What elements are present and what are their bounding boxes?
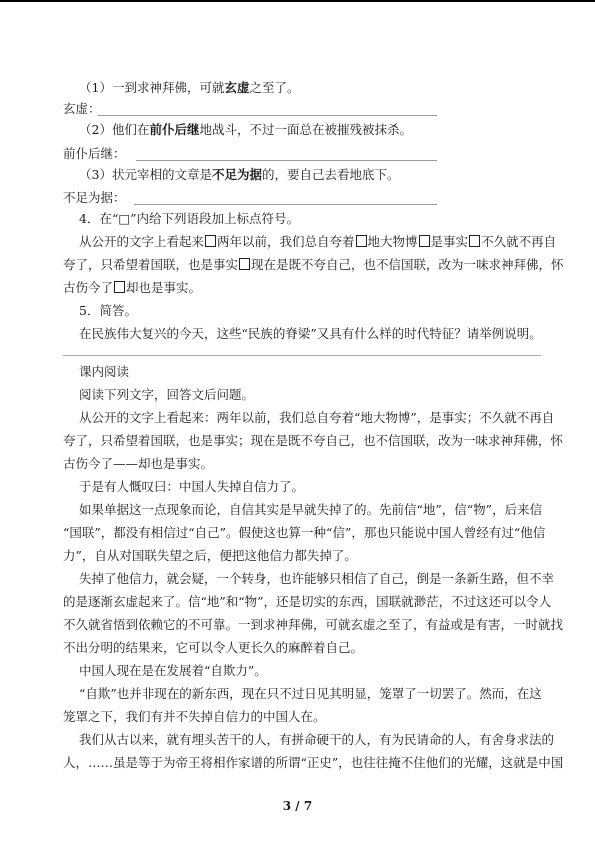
answer-blank-3[interactable] bbox=[134, 203, 437, 205]
reading-line: 如果单据这一点现象而论，自信其实是早就失掉了的。先前信“地”，信“物”，后来信 bbox=[79, 502, 543, 517]
reading-line: 失掉了他信力，就会疑，一个转身，也许能够只相信了自己，倒是一条新生路，但不幸 bbox=[79, 571, 555, 586]
answer-blank-2[interactable] bbox=[136, 159, 437, 161]
term-label-qianpuhouji: 前仆后继： bbox=[63, 146, 126, 161]
top-rule bbox=[0, 0, 595, 2]
reading-instruction: 阅读下列文字，回答文后问题。 bbox=[79, 387, 255, 402]
punct-box[interactable] bbox=[205, 235, 216, 247]
section-divider bbox=[63, 355, 541, 356]
q-meaning-2: （2）他们在前仆后继地战斗，不过一面总在被摧残被抹杀。 bbox=[79, 122, 412, 137]
reading-line: 的是逐渐玄虚起来了。信“地”和“物”，还是切实的东西，国联就渺茫，不过这还可以令人 bbox=[63, 594, 552, 609]
q4-passage-line-3: 古伤今了 却也是事实。 bbox=[63, 280, 202, 295]
q4-title: 4．在“□”内给下列语段加上标点符号。 bbox=[79, 211, 300, 226]
reading-heading: 课内阅读 bbox=[79, 364, 130, 379]
reading-line: 于是有人慨叹曰：中国人失掉自信力了。 bbox=[79, 479, 305, 494]
q5-question: 在民族伟大复兴的今天，这些“民族的脊梁”又具有什么样的时代特征？请举例说明。 bbox=[79, 326, 542, 341]
term-label-buzuweiju: 不足为据： bbox=[63, 190, 126, 205]
reading-line: 不久就省悟到依赖它的不可靠。一到求神拜佛，可就玄虚之至了，有益或是有害，一时就找 bbox=[63, 617, 564, 632]
q-meaning-3: （3）状元宰相的文章是不足为据的，要自己去看地底下。 bbox=[79, 167, 400, 182]
reading-line: 人，……虽是等于为帝王将相作家谱的所谓“正史”，也往往掩不住他们的光耀，这就是中国 bbox=[63, 755, 564, 770]
term-label-xuanxu: 玄虚： bbox=[63, 101, 101, 116]
reading-line: “国联”，都没有相信过“自己”。假使这也算一种“信”，那也只能说中国人曾经有过“他信 bbox=[63, 525, 546, 540]
reading-line: 从公开的文字上看起来：两年以前，我们总自夸着“地大物博”，是事实；不久就不再自 bbox=[79, 410, 555, 425]
reading-line: 笼罩之下，我们有并不失掉自信力的中国人在。 bbox=[63, 709, 326, 724]
reading-line: 力”，自从对国联失望之后，便把这他信力都失掉了。 bbox=[63, 548, 357, 563]
punct-box[interactable] bbox=[239, 258, 250, 270]
reading-line: 中国人现在是在发展着“自欺力”。 bbox=[79, 663, 267, 678]
q-meaning-1: （1）一到求神拜佛，可就玄虚之至了。 bbox=[79, 80, 300, 95]
reading-line: “自欺”也并非现在的新东西，现在只不过日见其明显，笼罩了一切罢了。然而，在这 bbox=[79, 686, 542, 701]
page-number: 3 / 7 bbox=[282, 799, 313, 813]
reading-line: 不出分明的结果来，它可以令人更长久的麻醉着自己。 bbox=[63, 640, 364, 655]
punct-box[interactable] bbox=[419, 235, 430, 247]
punct-box[interactable] bbox=[356, 235, 367, 247]
punct-box[interactable] bbox=[114, 281, 125, 293]
q4-passage-line-2: 夸了，只希望着国联，也是事实 现在是既不夸自己，也不信国联，改为一味求神拜佛，怀 bbox=[63, 257, 564, 272]
reading-line: 古伤今了——却也是事实。 bbox=[63, 456, 214, 471]
answer-blank-1[interactable] bbox=[98, 114, 437, 116]
punct-box[interactable] bbox=[469, 235, 480, 247]
q5-title: 5．简答。 bbox=[79, 303, 137, 318]
reading-line: 夸了，只希望着国联，也是事实；现在是既不夸自己，也不信国联，改为一味求神拜佛，怀 bbox=[63, 433, 564, 448]
reading-line: 我们从古以来，就有埋头苦干的人，有拼命硬干的人，有为民请命的人，有舍身求法的 bbox=[79, 732, 555, 747]
q4-passage-line-1: 从公开的文字上看起来 两年以前，我们总自夸着 地大物博 是事实 不久就不再自 bbox=[79, 234, 557, 249]
